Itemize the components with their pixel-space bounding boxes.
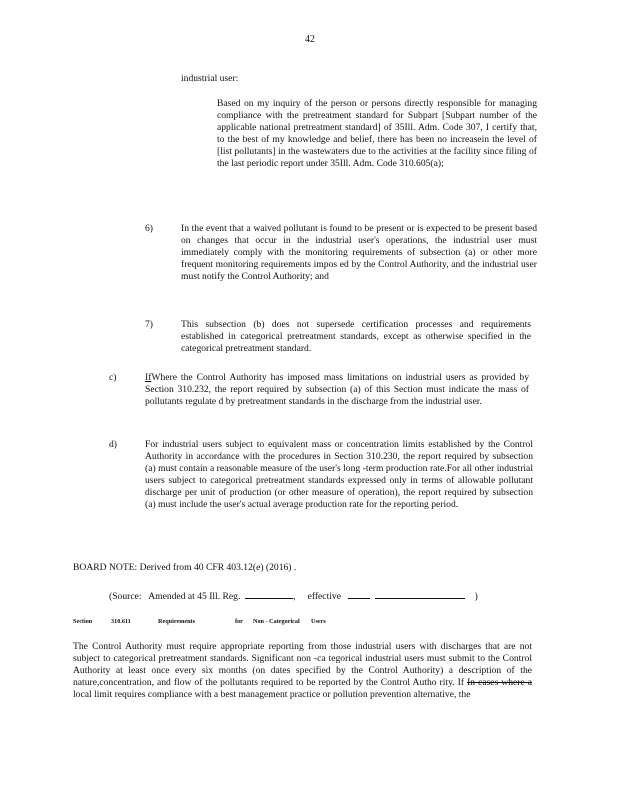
- source-comma: ,: [293, 591, 296, 602]
- source-note: [109, 589, 478, 603]
- body-text-part1: The Control Authority must require appropriate reporting from those industrial users with discharges that are not subject to categorical pretreatment standards. Significant non -ca tegorical industrial users must submit to the Control Authority at least once every six months (on dates specified by the Control Authority) a description of the nature,concentration, and flow of the pollutants required to be reported by the Control Autho rity. If: [73, 641, 532, 689]
- section-word: Section: [73, 618, 93, 625]
- date-blank-1: [348, 589, 370, 599]
- item-7-text: This subsection (b) does not supersede certification processes and requirements established in categorical pretreatment standards, except as otherwise specified in the categorical pretreatment standard.: [181, 319, 531, 355]
- item-c-paragraph: [145, 372, 529, 408]
- item-6-text: In the event that a waived pollutant is found to be present or is expected to be present based on changes that occur in the industrial user's operations, the industrial user must immediately comply with the monitoring requirements of subsection (a) or other more frequent monitoring requirements impos ed by the Control Authority, and the industrial user must notify the Control Authority; and: [181, 223, 537, 283]
- source-effective: effective: [307, 591, 341, 602]
- section-body-paragraph: [73, 641, 532, 701]
- item-d-text: For industrial users subject to equivalent mass or concentration limits established by the Control Authority in accordance with the procedures in Section 310.230, the report required by subsection (a) must contain a reasonable measure of the user's long -term production rate.For all other industrial users subject to categorical pretreatment standards expressed only in terms of allowable pollutant discharge per unit of production (or other measure of operation), the report required by subsection (a) must include the user's actual average production rate for the reporting period.: [145, 439, 533, 511]
- item-d-label: d): [109, 439, 117, 450]
- section-title-requirements: Requirements: [158, 618, 196, 625]
- item-c-label: c): [109, 372, 117, 383]
- section-title-for: for: [235, 618, 243, 625]
- source-amended: Amended at 45 Ill. Reg.: [148, 591, 241, 602]
- item-c-text: Where the Control Authority has imposed mass limitations on industrial users as provided by Section 310.232, the report required by subsection (a) of this Section must indicate the mass of pollutants regulate d by pretreatment standards in the discharge from the industrial user.: [145, 372, 529, 408]
- date-blank-2: [375, 589, 465, 599]
- source-prefix: (Source:: [109, 591, 142, 602]
- page-number: 42: [305, 34, 315, 45]
- section-number: 310.611: [111, 618, 131, 625]
- section-title-users: Users: [311, 618, 326, 625]
- certification-statement: Based on my inquiry of the person or persons directly responsible for managing compliance with the pretreatment standard for Subpart [Subpart number of the applicable national pretreatment standard] of 35Ill. Adm. Code 307, I certify that, to the best of my knowledge and belief, there has been no increasein the level of [list pollutants] in the wastewaters due to the activities at the facility since filing of the last periodic report under 35Ill. Adm. Code 310.605(a);: [217, 98, 537, 170]
- source-close: ): [474, 591, 478, 602]
- body-text-part2: local limit requires compliance with a best management practice or pollution prevention alternative, the: [73, 689, 471, 701]
- inserted-text: If: [145, 372, 152, 383]
- section-title-noncategorical: Non - Categorical: [253, 618, 300, 625]
- item-6-label: 6): [145, 223, 153, 234]
- deleted-text: In cases where a: [467, 677, 533, 689]
- item-7-label: 7): [145, 319, 153, 330]
- board-note: BOARD NOTE: Derived from 40 CFR 403.12(e) (2016) .: [73, 562, 297, 573]
- intro-line: industrial user:: [181, 73, 239, 84]
- section-heading: [73, 618, 373, 627]
- reg-blank: [245, 589, 293, 599]
